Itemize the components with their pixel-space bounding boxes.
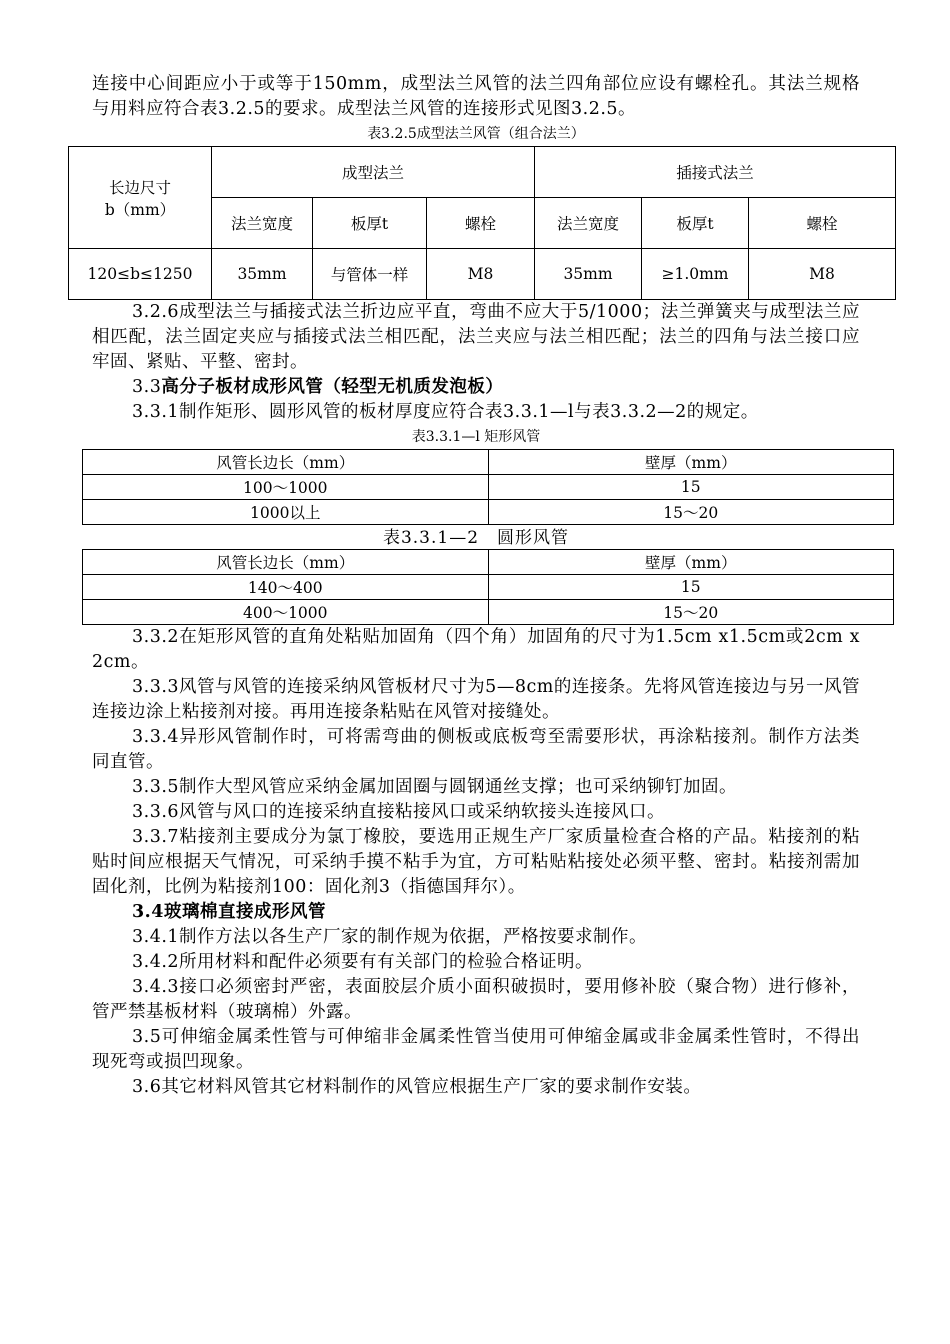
table-cell: 100～1000 <box>83 475 489 500</box>
table-cell: 35mm <box>535 249 642 300</box>
table-header: 壁厚（mm） <box>488 550 894 575</box>
subheader-thickness: 板厚t <box>313 198 427 249</box>
table-cell: 15 <box>488 475 894 500</box>
table-caption-3-3-1-2: 表3.3.1—2 圆形风管 <box>382 528 570 548</box>
paragraph-3-3-7: 3.3.7粘接剂主要成分为氯丁橡胶，要选用正规生产厂家质量检查合格的产品。粘接剂的粘贴时间应根据天气情况，可采纳手摸不粘手为宜，方可粘贴粘接处必须平整、密封。粘接剂需加固化剂，比例为粘接剂100：固化剂3（指德国拜尔）。 <box>92 827 860 897</box>
header-long-edge-line1: 长边尺寸 <box>108 178 171 197</box>
subheader-thickness: 板厚t <box>642 198 749 249</box>
paragraph-3-3-2: 3.3.2在矩形风管的直角处粘贴加固角（四个角）加固角的尺寸为1.5cm x1.5cm或2cm x 2cm。 <box>92 627 860 672</box>
heading-3-3-number: 3.3 <box>132 377 162 397</box>
table-cell: M8 <box>749 249 896 300</box>
table-cell: 35mm <box>212 249 313 300</box>
table-cell: 15 <box>488 575 894 600</box>
table-3-2-5 <box>68 146 896 300</box>
header-insert-flange: 插接式法兰 <box>535 147 896 198</box>
subheader-flange-width: 法兰宽度 <box>212 198 313 249</box>
table-caption-3-2-5: 表3.2.5成型法兰风管（组合法兰） <box>367 126 585 142</box>
table-header: 壁厚（mm） <box>488 450 894 475</box>
subheader-flange-width: 法兰宽度 <box>535 198 642 249</box>
table-cell: 15～20 <box>488 500 894 525</box>
paragraph-3-3-6: 3.3.6风管与风口的连接采纳直接粘接风口或采纳软接头连接风口。 <box>132 802 666 822</box>
paragraph-3-3-5: 3.3.5制作大型风管应采纳金属加固圈与圆钢通丝支撑；也可采纳铆钉加固。 <box>132 777 738 797</box>
subheader-bolt: 螺栓 <box>749 198 896 249</box>
table-cell: 400～1000 <box>83 600 489 625</box>
paragraph-3-4-1: 3.4.1制作方法以各生产厂家的制作规为依据，严格按要求制作。 <box>132 927 648 947</box>
table-3-3-1-2 <box>82 549 894 625</box>
header-formed-flange: 成型法兰 <box>212 147 535 198</box>
table-cell: ≥1.0mm <box>642 249 749 300</box>
paragraph-3-3-4: 3.3.4异形风管制作时，可将需弯曲的侧板或底板弯至需要形状，再涂粘接剂。制作方法类同直管。 <box>92 727 860 772</box>
paragraph-3-4-2: 3.4.2所用材料和配件必须要有有关部门的检验合格证明。 <box>132 952 594 972</box>
table-cell: 140～400 <box>83 575 489 600</box>
paragraph-flange-spacing: 连接中心间距应小于或等于150mm，成型法兰风管的法兰四角部位应设有螺栓孔。其法兰规格与用料应符合表3.2.5的要求。成型法兰风管的连接形式见图3.2.5。 <box>92 74 860 119</box>
table-header: 风管长边长（mm） <box>83 550 489 575</box>
table-cell: 与管体一样 <box>313 249 427 300</box>
subheader-bolt: 螺栓 <box>427 198 535 249</box>
paragraph-3-5: 3.5可伸缩金属柔性管与可伸缩非金属柔性管当使用可伸缩金属或非金属柔性管时，不得出现死弯或损凹现象。 <box>92 1027 860 1072</box>
paragraph-3-2-6: 3.2.6成型法兰与插接式法兰折边应平直，弯曲不应大于5/1000；法兰弹簧夹与成型法兰应相匹配，法兰固定夹应与插接式法兰相匹配，法兰夹应与法兰相匹配；法兰的四角与法兰接口应牢固、紧贴、平整、密封。 <box>92 302 860 372</box>
document-page <box>87 72 860 1100</box>
table-cell: 15～20 <box>488 600 894 625</box>
header-long-edge-line2: b（mm） <box>104 200 176 219</box>
table-caption-3-3-1-1: 表3.3.1—l 矩形风管 <box>411 429 541 445</box>
paragraph-3-6: 3.6其它材料风管其它材料制作的风管应根据生产厂家的要求制作安装。 <box>132 1077 702 1097</box>
paragraph-3-4-3: 3.4.3接口必须密封严密，表面胶层介质小面积破损时，要用修补胶（聚合物）进行修补，管严禁基板材料（玻璃棉）外露。 <box>92 977 860 1022</box>
table-cell: M8 <box>427 249 535 300</box>
heading-3-3 <box>92 375 860 400</box>
table-cell: 1000以上 <box>83 500 489 525</box>
paragraph-3-3-1: 3.3.1制作矩形、圆形风管的板材厚度应符合表3.3.1—l与表3.3.2—2的规定。 <box>132 402 759 422</box>
heading-3-3-title: 高分子板材成形风管（轻型无机质发泡板） <box>161 377 504 397</box>
paragraph-3-3-3: 3.3.3风管与风管的连接采纳风管板材尺寸为5—8cm的连接条。先将风管连接边与另一风管连接边涂上粘接剂对接。再用连接条粘贴在风管对接缝处。 <box>92 677 860 722</box>
header-long-edge <box>69 147 212 249</box>
table-header: 风管长边长（mm） <box>83 450 489 475</box>
table-cell: 120≤b≤1250 <box>69 249 212 300</box>
heading-3-4: 3.4玻璃棉直接成形风管 <box>132 902 326 922</box>
table-3-3-1-1 <box>82 449 894 525</box>
